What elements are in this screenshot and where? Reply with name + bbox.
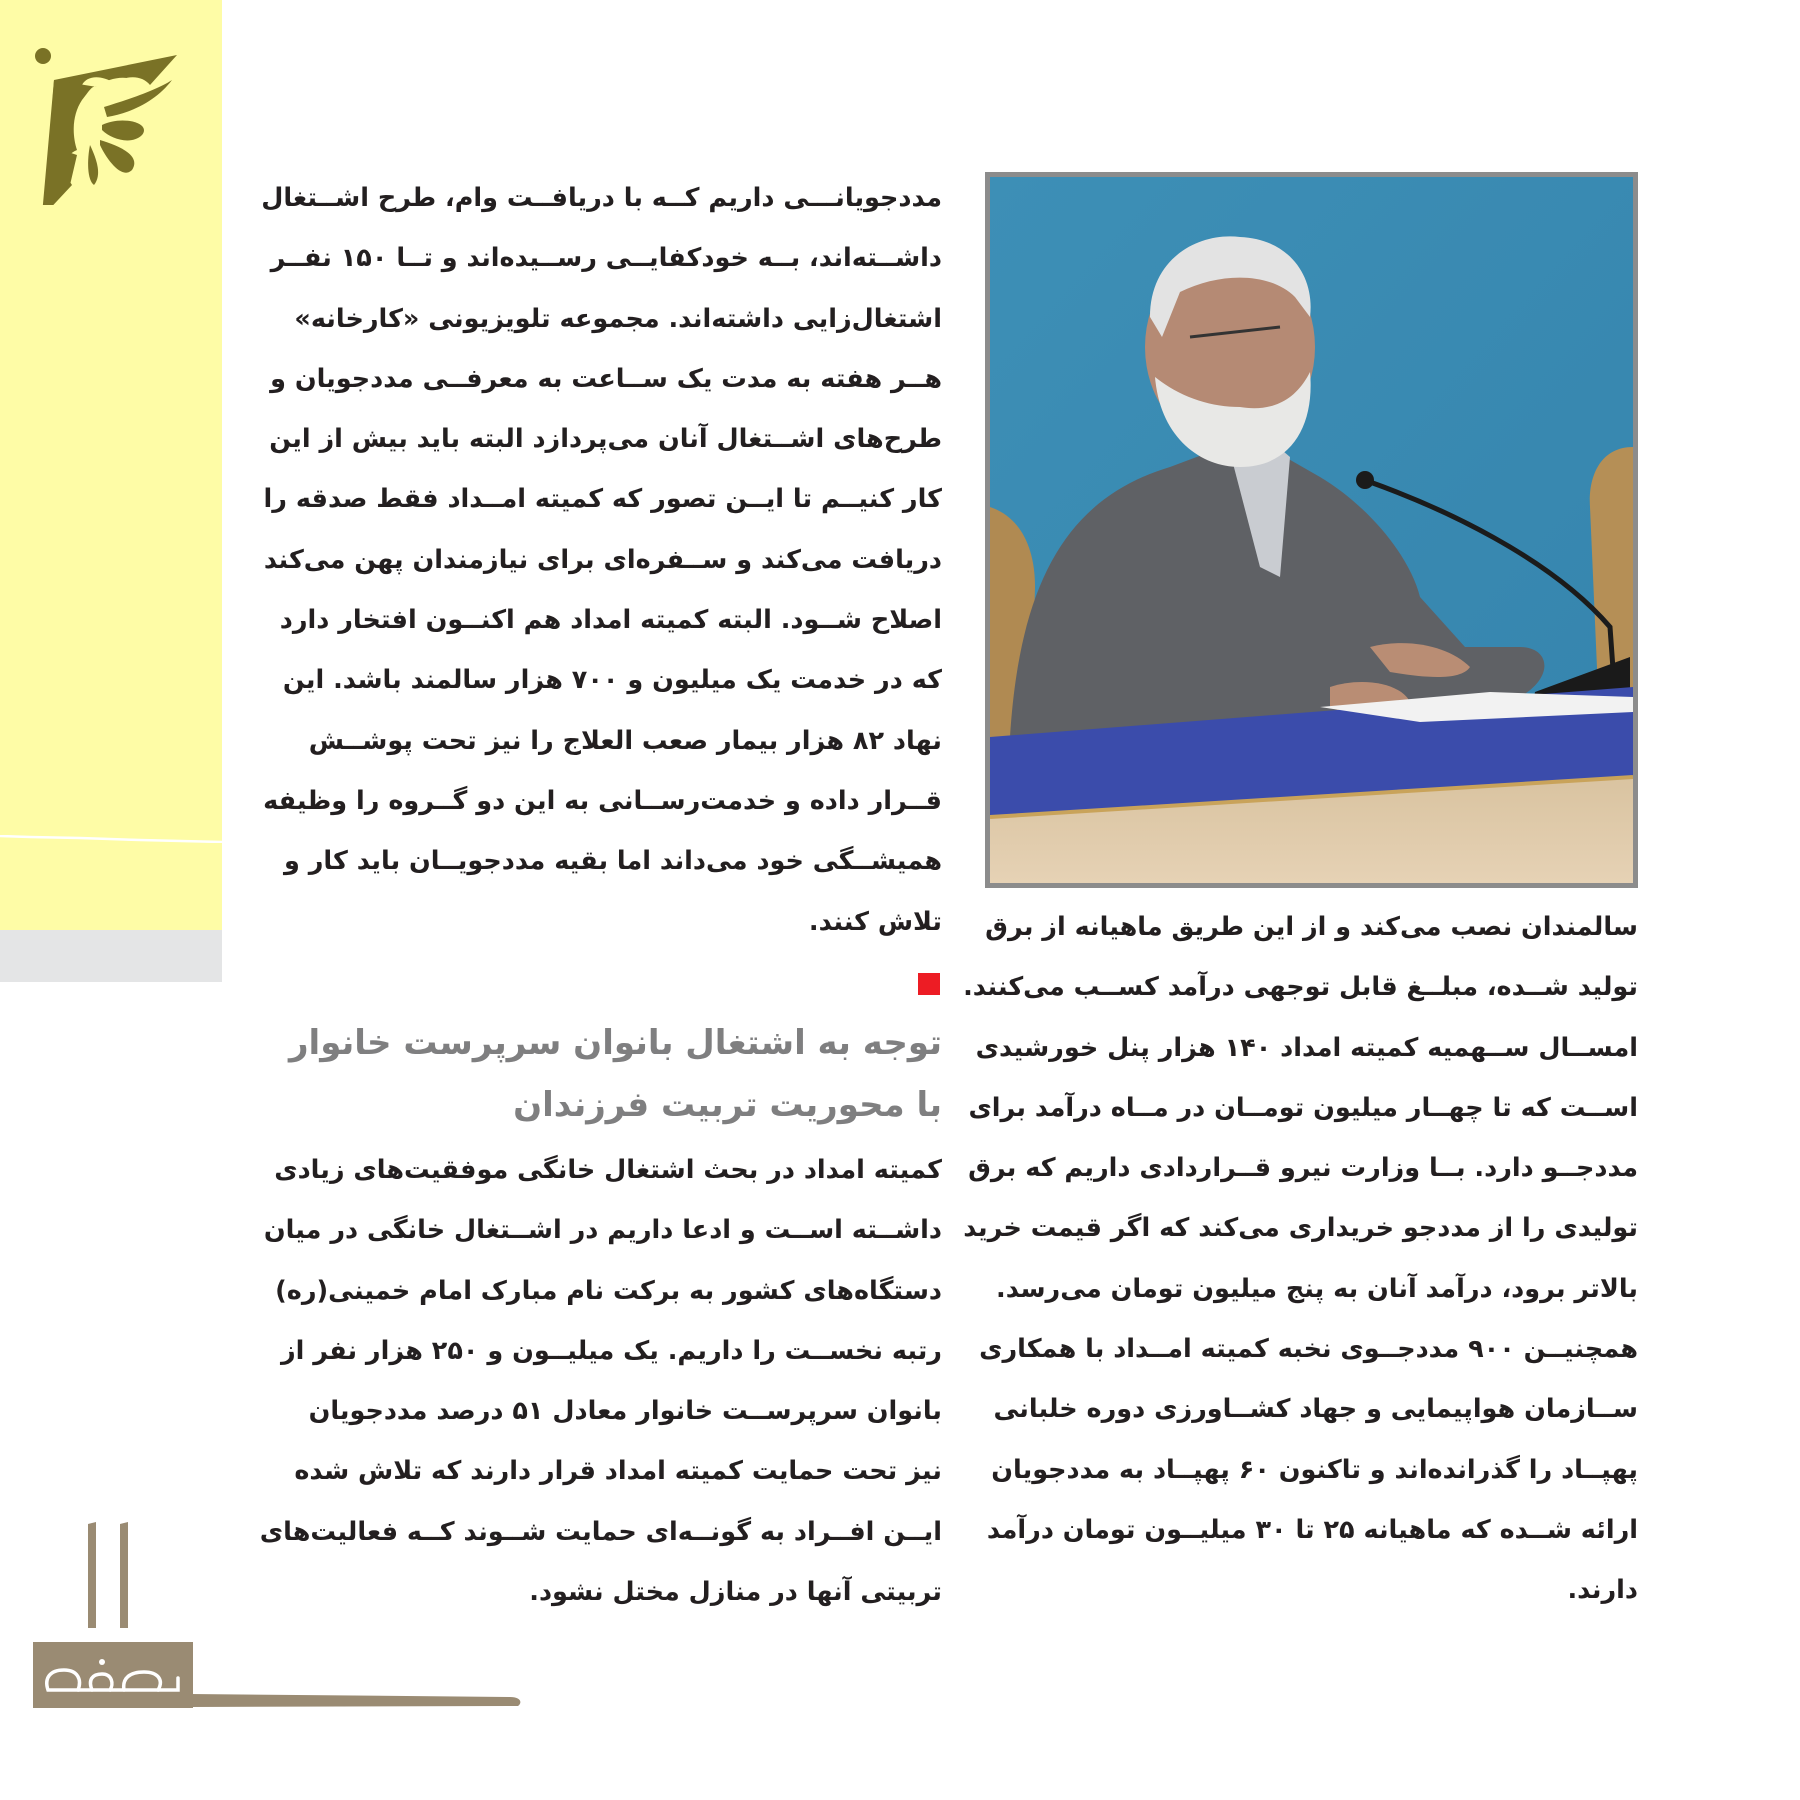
text-line: ســازمان هواپیمایی و جهاد کشــاورزی دوره خلبانی	[993, 1394, 1638, 1425]
text-line: ایــن افــراد به گونــه‌ای حمایت شــوند کــه فعالیت‌های	[259, 1516, 942, 1547]
text-line: تولید شــده، مبلــغ قابل توجهی درآمد کســب می‌کنند.	[963, 972, 1638, 1003]
text-line: رتبه نخســت را داریم. یک میلیــون و ۲۵۰ هزار نفر از	[280, 1335, 942, 1366]
text-line: مددجــو دارد. بــا وزارت نیرو قــراردادی داریم که برق	[968, 1153, 1638, 1184]
text-line: ارائه شــده که ماهیانه ۲۵ تا ۳۰ میلیــون تومان درآمد	[986, 1514, 1638, 1545]
text-line: نیز تحت حمایت کمیته امداد قرار دارند که تلاش شده	[294, 1456, 942, 1487]
text-line: طرح‌های اشــتغال آنان می‌پردازد البته باید بیش از این	[269, 424, 942, 455]
text-line: مددجویانـــی داریم کــه با دریافــت وام، طرح اشــتغال	[261, 183, 942, 213]
text-line: همیشــگی خود می‌داند اما بقیه مددجویــان باید کار و	[284, 846, 942, 877]
text-line: بانوان سرپرســت خانوار معادل ۵۱ درصد مددجویان	[308, 1396, 942, 1427]
portrait-photo	[990, 177, 1633, 883]
decorative-crack-line	[0, 835, 222, 843]
page-footer-underline	[190, 1692, 523, 1708]
text-line: نهاد ۸۲ هزار بیمار صعب العلاج را نیز تحت پوشــش	[308, 725, 942, 756]
text-line: بالاتر برود، درآمد آنان به پنج میلیون تومان می‌رسد.	[996, 1273, 1638, 1304]
text-line: سالمندان نصب می‌کند و از این طریق ماهیانه از برق	[985, 912, 1638, 942]
text-line: امســال ســهمیه کمیته امداد ۱۴۰ هزار پنل خورشیدی	[975, 1032, 1638, 1063]
text-line: کمیته امداد در بحث اشتغال خانگی موفقیت‌های زیادی	[274, 1155, 942, 1185]
section-heading-line-2: با محوریت تربیت فرزندان	[513, 1085, 942, 1125]
text-line: دستگاه‌های کشور به برکت نام مبارک امام خمینی(ره)	[275, 1275, 942, 1306]
text-line: تربیتی آنها در منازل مختل نشود.	[529, 1577, 942, 1608]
portrait-photo-illustration	[990, 177, 1633, 883]
text-line: دریافت می‌کند و ســفره‌ای برای نیازمندان پهن می‌کند	[263, 544, 942, 575]
page-number-11	[86, 1522, 136, 1632]
text-line: قــرار داده و خدمت‌رســانی به این دو گــروه را وظیفه	[263, 785, 942, 816]
text-line: اصلاح شــود. البته کمیته امداد هم اکنــون افتخار دارد	[279, 605, 942, 636]
article-column-left-top	[261, 168, 942, 952]
article-column-left-bottom	[259, 1140, 942, 1622]
corner-ornament-icon	[32, 45, 192, 205]
text-line: همچنیــن ۹۰۰ مددجــوی نخبه کمیته امــداد با همکاری	[979, 1334, 1638, 1365]
text-line: پهپــاد را گذرانده‌اند و تاکنون ۶۰ پهپــاد به مددجویان	[991, 1454, 1638, 1485]
portrait-photo-frame	[985, 172, 1638, 888]
section-heading-line-1: توجه به اشتغال بانوان سرپرست خانوار	[288, 1023, 942, 1063]
text-line: اســت که تا چهــار میلیون تومــان در مــاه درآمد برای	[968, 1092, 1638, 1123]
text-line: دارند.	[1567, 1575, 1638, 1606]
section-heading	[288, 1012, 942, 1136]
decorative-grey-band	[0, 930, 222, 982]
text-line: داشــته اســت و ادعا داریم در اشــتغال خانگی در میان	[263, 1215, 942, 1246]
text-line: داشــته‌اند، بــه خودکفایــی رســیده‌اند و تــا ۱۵۰ نفــر	[270, 243, 942, 274]
text-line: تولیدی را از مددجو خریداری می‌کند که اگر قیمت خرید	[963, 1213, 1638, 1244]
text-line: اشتغال‌زایی داشته‌اند. مجموعه تلویزیونی «کارخانه»	[294, 303, 942, 334]
text-line: هــر هفته به مدت یک ســاعت به معرفــی مددجویان و	[270, 363, 942, 394]
page-label-text	[40, 1650, 185, 1700]
section-marker-square	[918, 973, 940, 995]
text-line: تلاش کنند.	[808, 906, 942, 937]
text-line: که در خدمت یک میلیون و ۷۰۰ هزار سالمند باشد. این	[282, 665, 942, 696]
text-line: کار کنیــم تا ایــن تصور که کمیته امــداد فقط صدقه را	[263, 484, 942, 515]
article-column-right	[963, 897, 1638, 1621]
